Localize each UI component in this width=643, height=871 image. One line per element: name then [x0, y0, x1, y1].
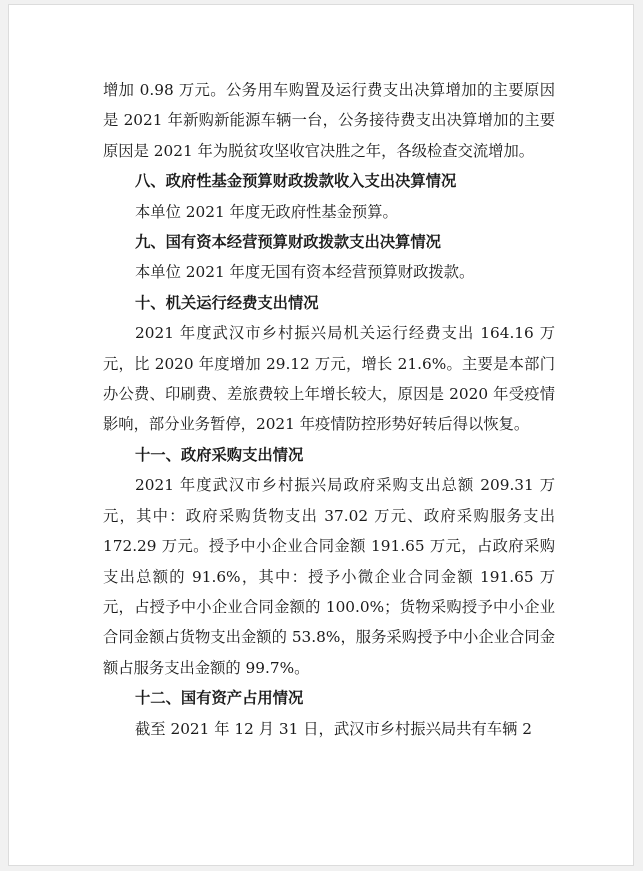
paragraph-government-fund: 本单位 2021 年度无政府性基金预算。 [135, 202, 398, 221]
section-heading-10: 十、机关运行经费支出情况 [135, 293, 319, 312]
section-heading-11: 十一、政府采购支出情况 [135, 445, 304, 464]
paragraph-vehicle-reception: 增加 0.98 万元。公务用车购置及运行费支出决算增加的主要原因是 2021 年新购新能源车辆一台，公务接待费支出决算增加的主要原因是 2021 年为脱贫攻坚收官决胜之年，各级检查交流增加。 [103, 81, 555, 160]
paragraph-state-assets: 截至 2021 年 12 月 31 日，武汉市乡村振兴局共有车辆 2 [135, 719, 532, 738]
document-page [8, 4, 634, 866]
section-heading-12: 十二、国有资产占用情况 [135, 689, 304, 708]
paragraph-procurement: 2021 年度武汉市乡村振兴局政府采购支出总额 209.31 万元，其中：政府采购货物支出 37.02 万元、政府采购服务支出 172.29 万元。授予中小企业合同金额 191.65 万元，占政府采购支出总额的 91.6%，其中：授予小微企业合同金额 191.65 万元，占授予中小企业合同金额的 100.0%；货物采购授予中小企业合同金额占货物支出金额的 53.8%，服务采购授予中小企业合同金额占服务支出金额的 99.7%。 [103, 476, 555, 677]
paragraph-operating-expenses: 2021 年度武汉市乡村振兴局机关运行经费支出 164.16 万元，比 2020 年度增加 29.12 万元，增长 21.6%。主要是本部门办公费、印刷费、差旅费较上年增长较大，原因是 2020 年受疫情影响，部分业务暂停，2021 年疫情防控形势好转后得以恢复。 [103, 324, 555, 434]
section-heading-8: 八、政府性基金预算财政拨款收入支出决算情况 [135, 172, 457, 191]
section-heading-9: 九、国有资本经营预算财政拨款支出决算情况 [135, 233, 441, 252]
document-body [103, 75, 555, 744]
paragraph-state-capital: 本单位 2021 年度无国有资本经营预算财政拨款。 [135, 263, 475, 282]
